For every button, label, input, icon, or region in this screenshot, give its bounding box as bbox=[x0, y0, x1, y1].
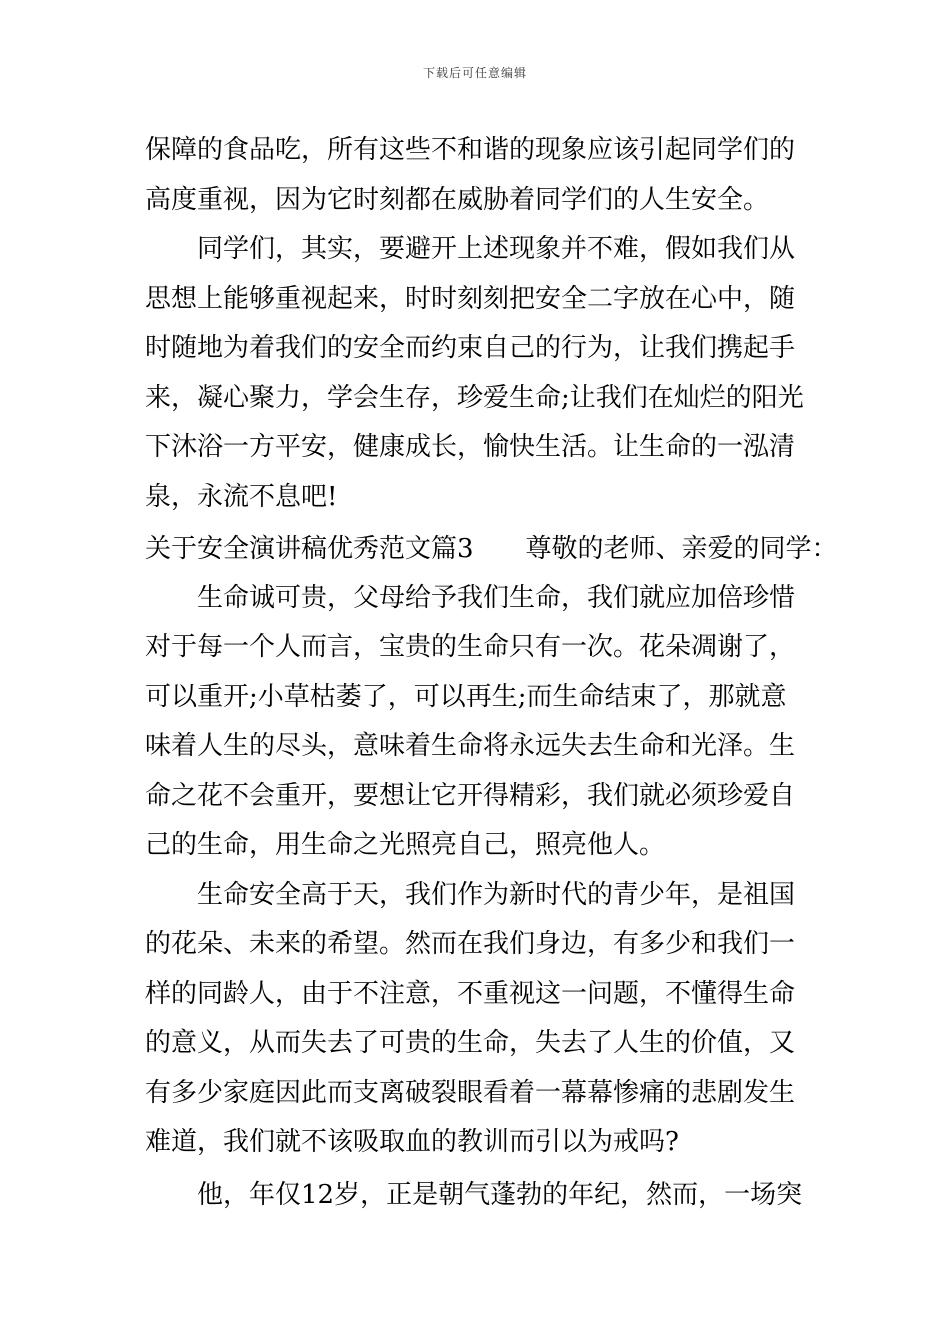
body-line: 泉，永流不息吧! bbox=[145, 482, 338, 512]
section-heading bbox=[145, 533, 838, 565]
body-line: 样的同龄人，由于不注意，不重视这一问题，不懂得生命 bbox=[145, 979, 796, 1009]
body-line: 有多少家庭因此而支离破裂眼看着一幕幕惨痛的悲剧发生 bbox=[145, 1078, 796, 1108]
section-title: 关于安全演讲稿优秀范文篇3 bbox=[145, 534, 474, 564]
page-header: 下载后可任意编辑 bbox=[422, 66, 527, 80]
body-line: 的花朵、未来的希望。然而在我们身边，有多少和我们一 bbox=[145, 929, 796, 959]
body-line: 味着人生的尽头，意味着生命将永远失去生命和光泽。生 bbox=[145, 731, 796, 761]
body-line: 己的生命，用生命之光照亮自己，照亮他人。 bbox=[145, 830, 666, 860]
body-line: 时随地为着我们的安全而约束自己的行为，让我们携起手 bbox=[145, 333, 796, 363]
body-line: 同学们，其实，要避开上述现象并不难，假如我们从 bbox=[145, 234, 796, 264]
body-line: 难道，我们就不该吸取血的教训而引以为戒吗? bbox=[145, 1127, 679, 1157]
body-line: 他，年仅12岁，正是朝气蓬勃的年纪，然而，一场突 bbox=[145, 1180, 803, 1210]
body-line: 思想上能够重视起来，时时刻刻把安全二字放在心中，随 bbox=[145, 284, 796, 314]
body-line: 对于每一个人而言，宝贵的生命只有一次。花朵凋谢了， bbox=[145, 632, 796, 662]
body-line: 来，凝心聚力，学会生存，珍爱生命;让我们在灿烂的阳光 bbox=[145, 383, 804, 413]
body-line: 下沐浴一方平安，健康成长，愉快生活。让生命的一泓清 bbox=[145, 432, 796, 462]
body-line: 生命安全高于天，我们作为新时代的青少年，是祖国 bbox=[145, 880, 796, 910]
body-line: 可以重开;小草枯萎了，可以再生;而生命结束了，那就意 bbox=[145, 682, 787, 712]
body-line: 生命诚可贵，父母给予我们生命，我们就应加倍珍惜 bbox=[145, 583, 796, 613]
salutation: 尊敬的老师、亲爱的同学： bbox=[525, 534, 838, 564]
body-line: 保障的食品吃，所有这些不和谐的现象应该引起同学们的 bbox=[145, 135, 796, 165]
body-line: 高度重视，因为它时刻都在威胁着同学们的人生安全。 bbox=[145, 185, 770, 215]
body-line: 命之花不会重开，要想让它开得精彩，我们就必须珍爱自 bbox=[145, 781, 796, 811]
body-line: 的意义，从而失去了可贵的生命，失去了人生的价值，又 bbox=[145, 1028, 796, 1058]
